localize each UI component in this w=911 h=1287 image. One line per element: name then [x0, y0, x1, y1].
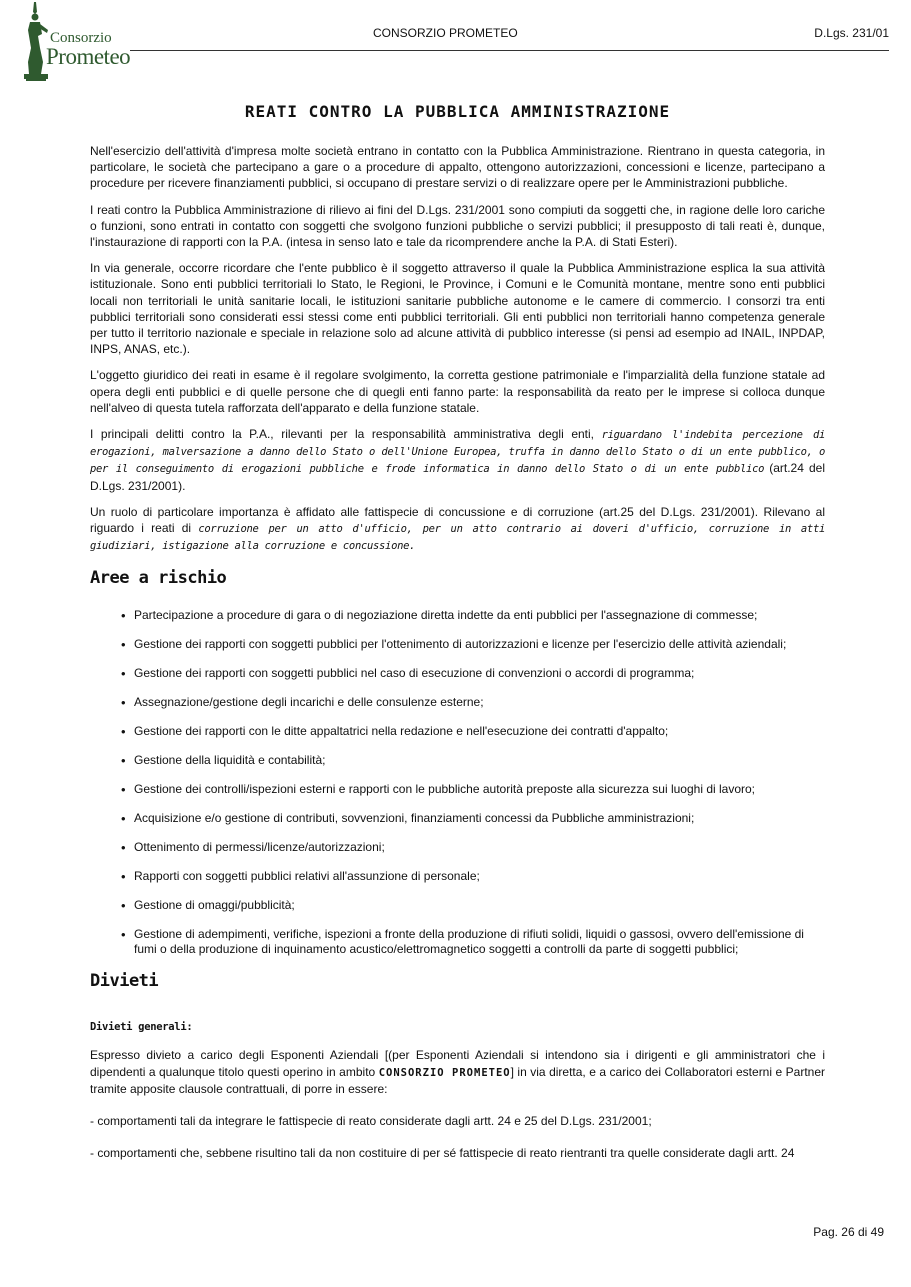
list-item: • Gestione dei controlli/ispezioni esterni e rapporti con le pubbliche autorità preposte alla sicurezza sui luoghi di lavoro;: [134, 782, 825, 797]
page-content: [90, 102, 825, 1171]
logo-text-prometeo: Prometeo: [46, 44, 131, 69]
paragraph-intro: Nell'esercizio dell'attività d'impresa molte società entrano in contatto con la Pubblica Amministrazione. Rientrano in questa categoria, in particolare, le società che partecipano a gare o a procedure di appalto, ottengono autorizzazioni, concessioni e licenze, partecipano a procedure per ricevere finanziamenti pubblici, si occupano di prestare servizi o di realizzare opere per le Amministrazioni pubbliche.: [90, 144, 825, 191]
consorzio-prometeo-logo: [20, 0, 132, 82]
subheading-divieti-generali: Divieti generali:: [90, 1021, 193, 1034]
paragraph-concussione-text-a: Un ruolo di particolare importanza è affidato alle fattispecie di concussione e di corruzione (art.25 del D.Lgs. 231/2001). Rilevano al riguardo i reati di: [90, 504, 825, 536]
paragraph-divieto-text-b: ] in via diretta, e a carico dei Collaboratori esterni e Partner tramite apposite clausole contrattuali, di porre in essere:: [90, 1064, 826, 1096]
paragraph-delitti: [90, 426, 825, 494]
paragraph-concussione: [90, 504, 825, 555]
paragraph-concussione-italic: corruzione per un atto d'ufficio, per un atto contrario ai doveri d'ufficio, corruzione in atti giudiziari, istigazione alla corruzione e concussione.: [90, 523, 826, 553]
paragraph-oggetto-giuridico: L'oggetto giuridico dei reati in esame è il regolare svolgimento, la corretta gestione patrimoniale e l'imparzialità della funzione statale ad opera degli enti pubblici e di quelle persone che di quegli enti fanno parte: la responsabilità da reato per le imprese si colloca dunque nell'alveo di questa tutela rafforzata dell'apparato e della funzione statale.: [90, 368, 825, 415]
list-item: • Gestione della liquidità e contabilità;: [134, 753, 825, 768]
list-item: • Gestione dei rapporti con soggetti pubblici nel caso di esecuzione di convenzioni o accordi di programma;: [134, 666, 825, 681]
list-item: • Partecipazione a procedure di gara o di negoziazione diretta indette da enti pubblici per l'assegnazione di commesse;: [134, 608, 825, 623]
header-company-name: CONSORZIO PROMETEO: [373, 26, 518, 40]
paragraph-reati: I reati contro la Pubblica Amministrazione di rilievo ai fini del D.Lgs. 231/2001 sono compiuti da soggetti che, in ragione delle loro cariche o funzioni, sono entrati in contatto con soggetti che svolgono funzioni pubbliche o servizi pubblici; il presupposto di tali reati è, dunque, l'instaurazione di rapporti con la P.A. (intesa in senso lato e tale da ricomprendere anche la P.A. di Stati Esteri).: [90, 202, 825, 250]
list-item: • Assegnazione/gestione degli incarichi e delle consulenze esterne;: [134, 695, 825, 710]
list-item: • Gestione dei rapporti con le ditte appaltatrici nella redazione e nell'esecuzione dei contratti d'appalto;: [134, 724, 825, 739]
logo-text-consorzio: Consorzio: [50, 30, 112, 46]
page-number: Pag. 26 di 49: [813, 1225, 884, 1239]
paragraph-ente-pubblico: In via generale, occorre ricordare che l'ente pubblico è il soggetto attraverso il quale la Pubblica Amministrazione esplica la sua attività istituzionale. Sono enti pubblici territoriali lo Stato, le Regioni, le Province, i Comuni e le Comunità montane, mentre sono enti pubblici locali non territoriali le unità sanitarie locali, le istituzioni sanitarie pubbliche autonome e le camere di commercio. I consorzi tra enti pubblici territoriali sono considerati essi stessi come enti pubblici territoriali. Gli enti pubblici non territoriali hanno competenza generale per tutto il territorio nazionale e speciale in relazione solo ad alcune attività di pubblico interesse (si pensi ad esempio ad INAIL, INPDAP, INPS, ANAS, etc.).: [90, 261, 825, 357]
list-item: • Acquisizione e/o gestione di contributi, sovvenzioni, finanziamenti concessi da Pubbliche amministrazioni;: [134, 811, 825, 826]
header-law-reference: D.Lgs. 231/01: [814, 26, 889, 40]
heading-aree-rischio: Aree a rischio: [90, 568, 227, 589]
list-item: • Gestione dei rapporti con soggetti pubblici per l'ottenimento di autorizzazioni e licenze per l'esercizio delle attività aziendali;: [134, 637, 825, 652]
paragraph-delitti-text-a: I principali delitti contro la P.A., rilevanti per la responsabilità amministrativa degli enti,: [90, 427, 602, 442]
paragraph-delitti-text-c: (art.24 del D.Lgs. 231/2001).: [90, 461, 825, 493]
page-header: [0, 0, 911, 80]
list-item: • Rapporti con soggetti pubblici relativi all'assunzione di personale;: [134, 869, 825, 884]
heading-divieti: Divieti: [90, 971, 159, 992]
paragraph-delitti-italic: riguardano l'indebita percezione di erogazioni, malversazione a danno dello Stato o dell'Unione Europea, truffa in danno dello Stato o di un ente pubblico, o per il conseguimento di erogazioni pubbliche e frode informatica in danno dello Stato o di un ente pubblico: [90, 429, 825, 476]
list-item: • Ottenimento di permessi/licenze/autorizzazioni;: [134, 840, 825, 855]
paragraph-comportamenti-1: - comportamenti tali da integrare le fattispecie di reato considerate dagli artt. 24 e 25 del D.Lgs. 231/2001;: [90, 1114, 652, 1129]
header-divider: [130, 50, 889, 51]
list-item: • Gestione di omaggi/pubblicità;: [134, 898, 825, 913]
list-item: • Gestione di adempimenti, verifiche, ispezioni a fronte della produzione di rifiuti solidi, liquidi o gassosi, ovvero dell'emissione di fumi o della produzione di inquinamento acustico/elettromagnetico soggetti a controlli da parte di soggetti pubblici;: [134, 927, 825, 957]
aree-rischio-list: [90, 608, 825, 957]
paragraph-divieto-text-a: Espresso divieto a carico degli Esponenti Aziendali [(per Esponenti Aziendali si intendono sia i dirigenti e gli amministratori che i dipendenti a qualunque titolo questi operino in ambito: [90, 1048, 825, 1079]
paragraph-divieto-espresso: [90, 1047, 825, 1097]
paragraph-comportamenti-2: - comportamenti che, sebbene risultino tali da non costituire di per sé fattispecie di reato rientranti tra quelle considerate dagli artt. 24: [90, 1146, 795, 1161]
company-name-inline: CONSORZIO PROMETEO: [378, 1066, 511, 1079]
section-title: REATI CONTRO LA PUBBLICA AMMINISTRAZIONE: [244, 102, 671, 121]
